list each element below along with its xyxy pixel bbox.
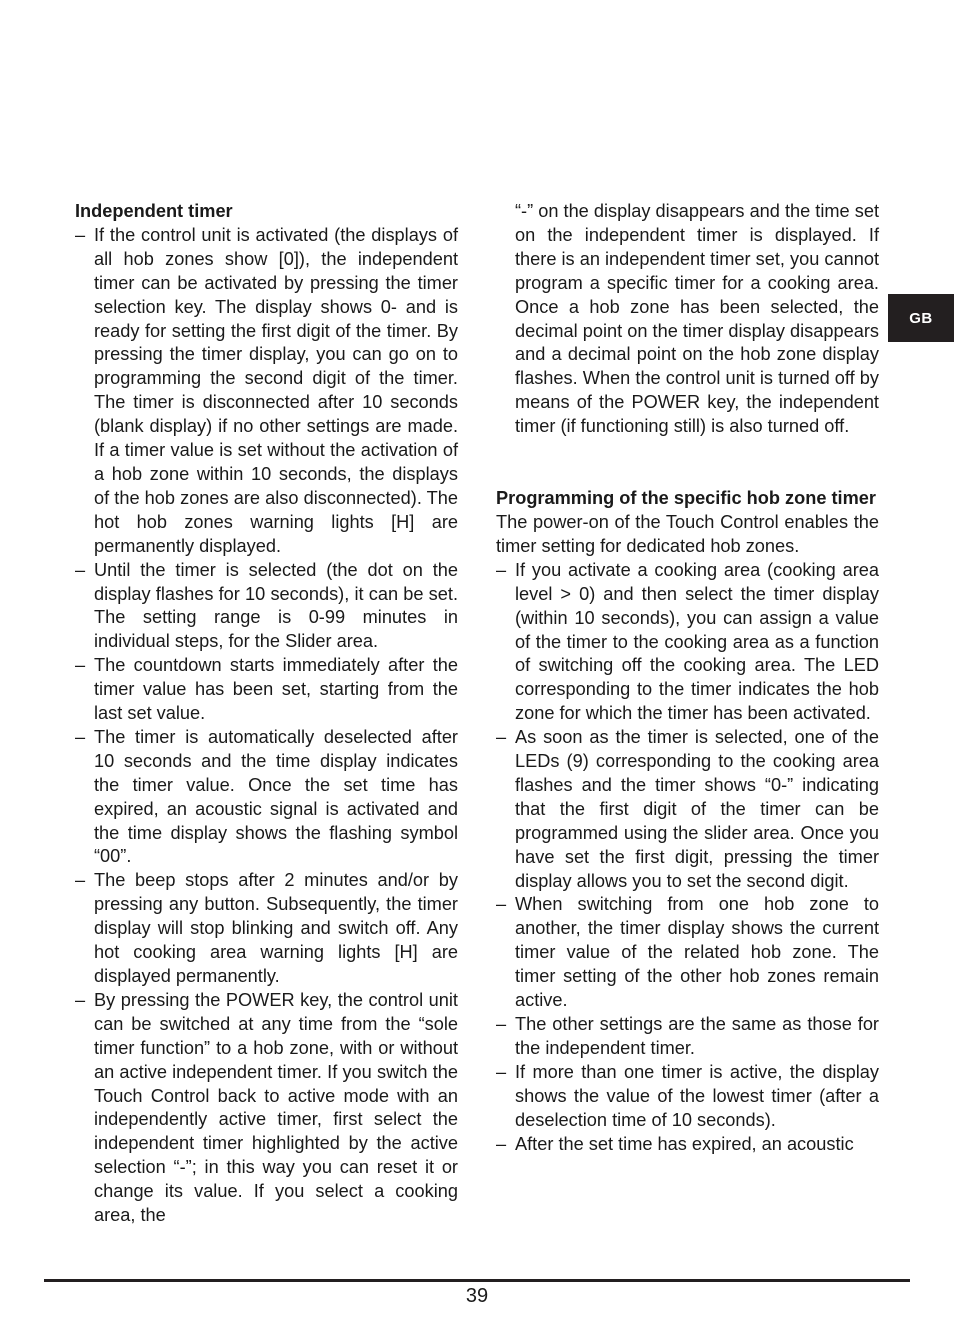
continued-paragraph: “-” on the display disappears and the time set on the independent timer is displayed. If there is an independent timer set, you cannot program a specific timer for a cooking area. Once a hob zone has been selected, the decimal point on the timer display disappears and a decimal point on the hob zone display flashes. When the control unit is turned off by means of the POWER key, the independent timer (if functioning still) is also turned off. [515, 201, 879, 437]
language-tab-gb: GB [888, 294, 954, 342]
independent-timer-list [75, 224, 458, 1228]
right-column [496, 200, 879, 1156]
list-item: – After the set time has expired, an acoustic [496, 1133, 879, 1157]
list-item: – By pressing the POWER key, the control unit can be switched at any time from the “sole timer function” to a hob zone, with or without an active independent timer. If you switch the Touch Control back to active mode with an independently active timer, first select the independent timer highlighted by the active selection “-”; in this way you can reset it or change its value. If you select a cooking area, the [75, 989, 458, 1228]
list-item: – When switching from one hob zone to another, the timer display shows the current timer value of the related hob zone. The timer setting of the other hob zones remain active. [496, 893, 879, 1013]
list-item: – The countdown starts immediately after the timer value has been set, starting from the last set value. [75, 654, 458, 726]
section-heading-independent-timer: Independent timer [75, 201, 233, 221]
list-item: – As soon as the timer is selected, one of the LEDs (9) corresponding to the cooking area flashes and the timer shows “0-” indicating that the first digit of the timer can be programmed using the slider area. Once you have set the first digit, pressing the timer display allows you to set the second digit. [496, 726, 879, 893]
list-item: – The timer is automatically deselected after 10 seconds and the time display indicates the timer value. Once the set time has expired, an acoustic signal is activated and the time display shows the flashing symbol “00”. [75, 726, 458, 869]
list-item: – If you activate a cooking area (cooking area level > 0) and then select the timer display (within 10 seconds), you can assign a value of the timer to the cooking area as a function of switching off the cooking area. The LED corresponding to the timer indicates the hob zone for which the timer has been activated. [496, 559, 879, 726]
left-column [75, 200, 458, 1228]
list-item: – If more than one timer is active, the display shows the value of the lowest timer (after a deselection time of 10 seconds). [496, 1061, 879, 1133]
list-item: – The beep stops after 2 minutes and/or by pressing any button. Subsequently, the timer display will stop blinking and switch off. Any hot cooking area warning lights [H] are displayed permanently. [75, 869, 458, 989]
section-spacer [496, 439, 879, 487]
hob-zone-timer-list [496, 559, 879, 1157]
list-item: – If the control unit is activated (the displays of all hob zones show [0]), the independent timer can be activated by pressing the timer selection key. The display shows 0- and is ready for setting the first digit of the timer. By pressing the timer display, you can go on to programming the second digit of the timer. The timer is disconnected after 10 seconds (blank display) if no other settings are made. If a timer value is set without the activation of a hob zone within 10 seconds, the displays of the hob zones are also disconnected). The hot hob zones warning lights [H] are permanently displayed. [75, 224, 458, 559]
list-item: – Until the timer is selected (the dot on the display flashes for 10 seconds), it can be set. The setting range is 0-99 minutes in individual steps, for the Slider area. [75, 559, 458, 655]
intro-paragraph: The power-on of the Touch Control enables the timer setting for dedicated hob zones. [496, 511, 879, 556]
page-number: 39 [465, 1285, 489, 1307]
list-item: – The other settings are the same as those for the independent timer. [496, 1013, 879, 1061]
footer-divider [44, 1279, 910, 1282]
section-heading-hob-zone-timer: Programming of the specific hob zone timer [496, 488, 876, 509]
